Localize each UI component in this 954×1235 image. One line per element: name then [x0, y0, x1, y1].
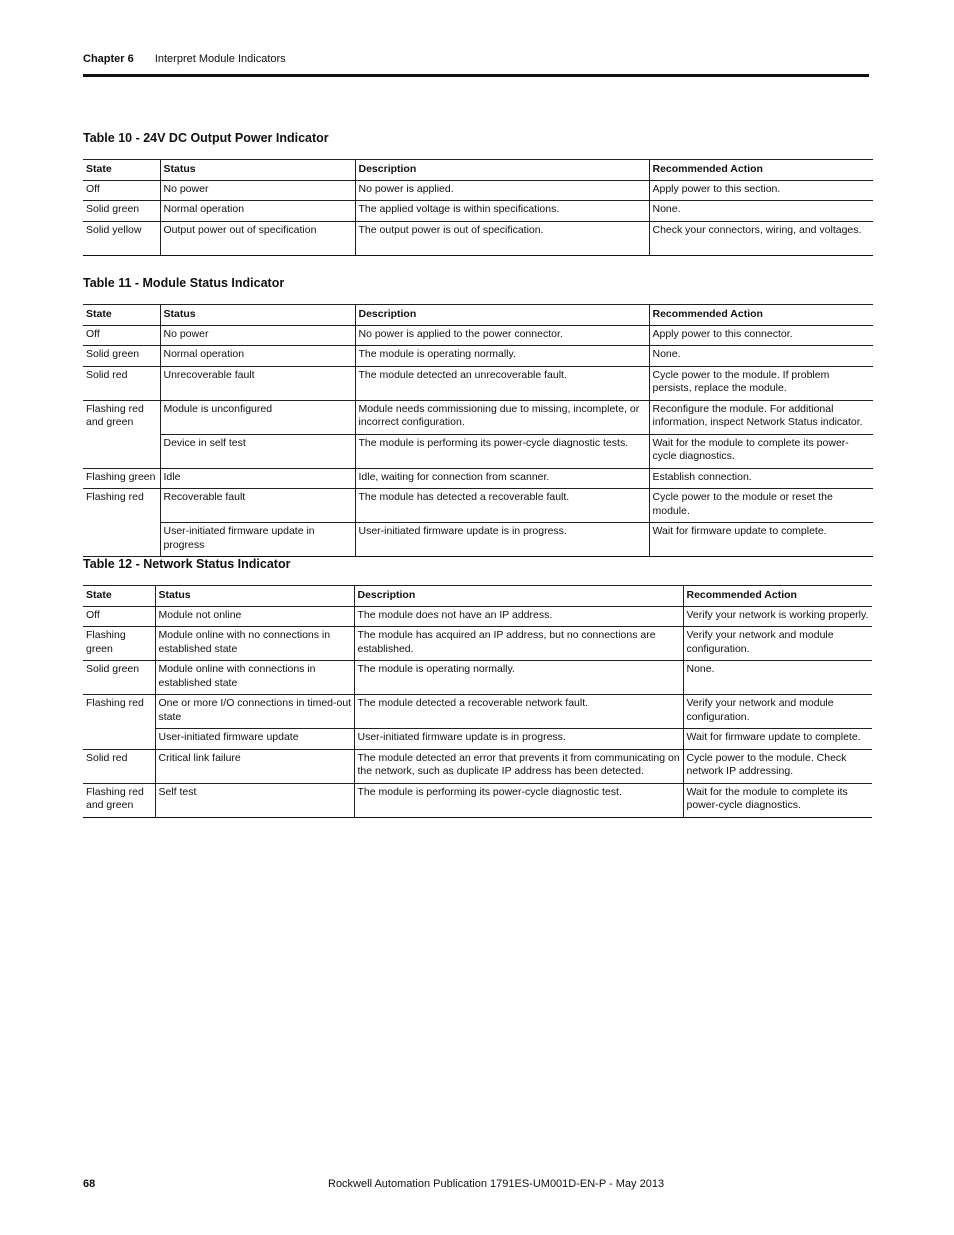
table-row [83, 783, 872, 817]
cell-description: The applied voltage is within specifications. [355, 201, 649, 222]
cell-action: Establish connection. [649, 468, 873, 489]
cell-state: Off [83, 606, 155, 627]
cell-state: Off [83, 180, 160, 201]
page-number: 68 [83, 1178, 96, 1190]
cell-status: Normal operation [160, 346, 355, 367]
table-row [83, 434, 873, 468]
table-row [83, 180, 873, 201]
cell-description: Module needs commissioning due to missing, incomplete, or incorrect configuration. [355, 400, 649, 434]
table-row [83, 661, 872, 695]
cell-action: Wait for firmware update to complete. [649, 523, 873, 557]
cell-state: Flashing red and green [83, 783, 155, 817]
table-row [83, 221, 873, 255]
table-12-title: Table 12 - Network Status Indicator [83, 557, 291, 571]
cell-description: The module detected an unrecoverable fault. [355, 366, 649, 400]
table-10 [83, 159, 873, 256]
cell-state: Solid green [83, 346, 160, 367]
cell-status: Unrecoverable fault [160, 366, 355, 400]
cell-state: Solid green [83, 201, 160, 222]
cell-description: Idle, waiting for connection from scanner. [355, 468, 649, 489]
table-row [83, 366, 873, 400]
cell-status: Critical link failure [155, 749, 354, 783]
cell-description: The module is operating normally. [354, 661, 683, 695]
cell-action: Cycle power to the module. If problem persists, replace the module. [649, 366, 873, 400]
cell-action: Apply power to this section. [649, 180, 873, 201]
cell-description: User-initiated firmware update is in progress. [355, 523, 649, 557]
table-row [83, 400, 873, 434]
table-12 [83, 585, 872, 818]
cell-action: None. [683, 661, 872, 695]
table-row [83, 606, 872, 627]
cell-description: The module detected a recoverable network fault. [354, 695, 683, 729]
cell-state: Flashing green [83, 468, 160, 489]
cell-state: Flashing red [83, 489, 160, 557]
cell-description: User-initiated firmware update is in progress. [354, 729, 683, 750]
col-description: Description [355, 160, 649, 181]
cell-status: Idle [160, 468, 355, 489]
table-row [83, 729, 872, 750]
cell-action: Wait for the module to complete its power-cycle diagnostics. [649, 434, 873, 468]
cell-status: One or more I/O connections in timed-out state [155, 695, 354, 729]
cell-status: No power [160, 180, 355, 201]
col-description: Description [355, 305, 649, 326]
section-title: Interpret Module Indicators [154, 53, 286, 65]
cell-state: Flashing green [83, 627, 155, 661]
cell-status: Module is unconfigured [160, 400, 355, 434]
col-description: Description [354, 586, 683, 607]
cell-status: Module not online [155, 606, 354, 627]
cell-state: Flashing red [83, 695, 155, 750]
col-state: State [83, 586, 155, 607]
cell-action: Cycle power to the module. Check network IP addressing. [683, 749, 872, 783]
cell-status: User-initiated firmware update [155, 729, 354, 750]
table-row [83, 468, 873, 489]
cell-description: The module is performing its power-cycle diagnostic test. [354, 783, 683, 817]
col-state: State [83, 160, 160, 181]
table-row [83, 627, 872, 661]
header-rule [83, 74, 869, 77]
cell-description: The module is performing its power-cycle diagnostic tests. [355, 434, 649, 468]
table-row [83, 523, 873, 557]
col-action: Recommended Action [649, 305, 873, 326]
cell-description: No power is applied to the power connector. [355, 325, 649, 346]
cell-state: Solid yellow [83, 221, 160, 255]
cell-state: Solid red [83, 366, 160, 400]
table-header-row [83, 586, 872, 607]
table-row [83, 749, 872, 783]
cell-state: Solid green [83, 661, 155, 695]
col-action: Recommended Action [649, 160, 873, 181]
cell-status: No power [160, 325, 355, 346]
cell-action: None. [649, 201, 873, 222]
cell-action: Check your connectors, wiring, and voltages. [649, 221, 873, 255]
cell-description: The module does not have an IP address. [354, 606, 683, 627]
cell-status: User-initiated firmware update in progress [160, 523, 355, 557]
col-action: Recommended Action [683, 586, 872, 607]
cell-description: The module has detected a recoverable fault. [355, 489, 649, 523]
table-row [83, 489, 873, 523]
col-status: Status [160, 305, 355, 326]
cell-state: Solid red [83, 749, 155, 783]
cell-action: Wait for the module to complete its power-cycle diagnostics. [683, 783, 872, 817]
cell-action: Verify your network and module configuration. [683, 695, 872, 729]
table-row [83, 346, 873, 367]
chapter-label: Chapter 6 [83, 53, 134, 65]
cell-action: Apply power to this connector. [649, 325, 873, 346]
cell-description: The module detected an error that prevents it from communicating on the network, such as duplicate IP address has been detected. [354, 749, 683, 783]
cell-status: Recoverable fault [160, 489, 355, 523]
table-header-row [83, 160, 873, 181]
cell-status: Output power out of specification [160, 221, 355, 255]
cell-description: No power is applied. [355, 180, 649, 201]
cell-action: Reconfigure the module. For additional information, inspect Network Status indicator. [649, 400, 873, 434]
publication-footer: Rockwell Automation Publication 1791ES-UM001D-EN-P - May 2013 [328, 1178, 665, 1190]
col-status: Status [155, 586, 354, 607]
col-state: State [83, 305, 160, 326]
cell-status: Module online with connections in established state [155, 661, 354, 695]
cell-status: Normal operation [160, 201, 355, 222]
running-header [83, 53, 286, 65]
cell-action: Cycle power to the module or reset the module. [649, 489, 873, 523]
table-10-title: Table 10 - 24V DC Output Power Indicator [83, 131, 329, 145]
table-row [83, 201, 873, 222]
cell-status: Module online with no connections in established state [155, 627, 354, 661]
cell-status: Device in self test [160, 434, 355, 468]
cell-action: Verify your network is working properly. [683, 606, 872, 627]
table-header-row [83, 305, 873, 326]
table-11 [83, 304, 873, 557]
cell-state: Flashing red and green [83, 400, 160, 468]
cell-description: The module has acquired an IP address, but no connections are established. [354, 627, 683, 661]
cell-state: Off [83, 325, 160, 346]
table-row [83, 325, 873, 346]
cell-status: Self test [155, 783, 354, 817]
cell-action: Wait for firmware update to complete. [683, 729, 872, 750]
cell-action: None. [649, 346, 873, 367]
cell-action: Verify your network and module configuration. [683, 627, 872, 661]
cell-description: The module is operating normally. [355, 346, 649, 367]
table-row [83, 695, 872, 729]
table-11-title: Table 11 - Module Status Indicator [83, 276, 285, 290]
col-status: Status [160, 160, 355, 181]
cell-description: The output power is out of specification. [355, 221, 649, 255]
